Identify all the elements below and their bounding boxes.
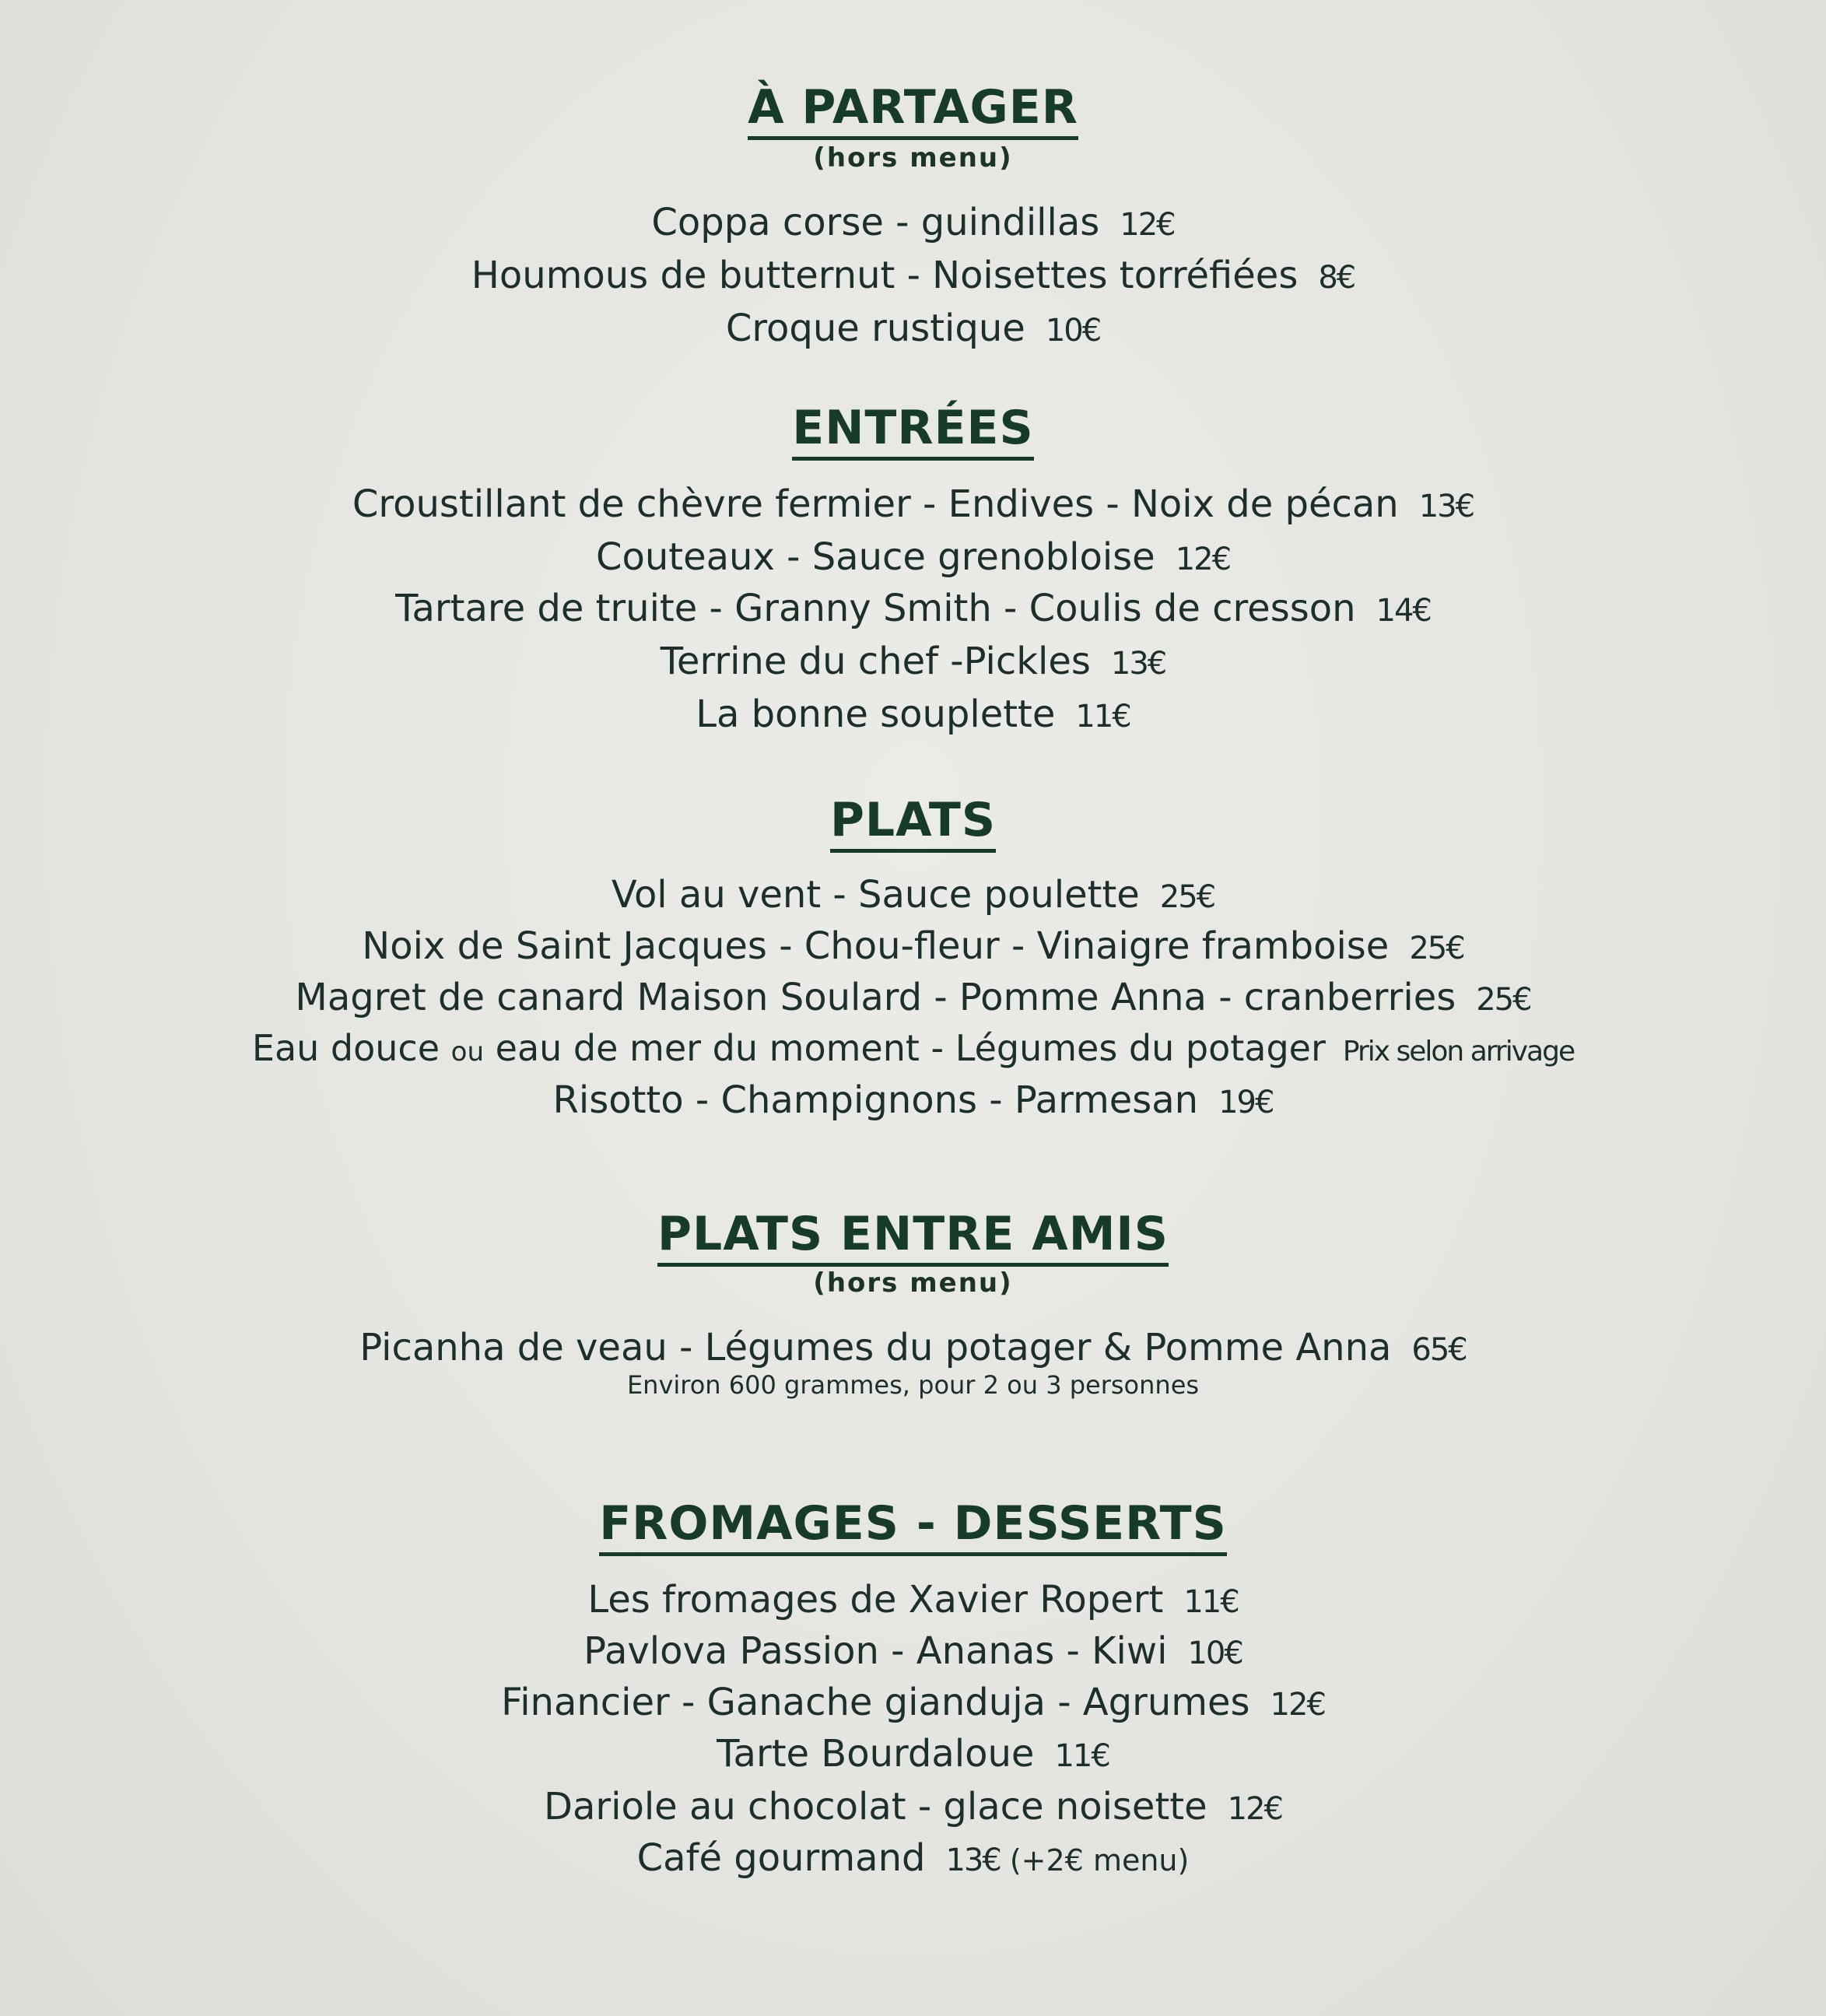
item-price: 12€ xyxy=(1175,542,1231,577)
item-name: Picanha de veau - Légumes du potager & Pomme Anna xyxy=(359,1326,1392,1369)
item-price: 65€ xyxy=(1411,1332,1467,1368)
item-price: 12€ xyxy=(1120,207,1175,243)
item-name: Croustillant de chèvre fermier - Endives - Noix de pécan xyxy=(352,482,1399,526)
item-name: Les fromages de Xavier Ropert xyxy=(587,1578,1164,1622)
item-name-part1: Eau douce xyxy=(251,1027,440,1069)
menu-item xyxy=(0,201,1826,244)
section-subtitle-partager: (hors menu) xyxy=(813,142,1013,174)
item-name: Risotto - Champignons - Parmesan xyxy=(552,1078,1199,1122)
item-price: 11€ xyxy=(1075,699,1130,735)
item-note: Environ 600 grammes, pour 2 ou 3 personnes xyxy=(626,1370,1200,1400)
item-name: Terrine du chef -Pickles xyxy=(660,640,1091,683)
item-price: 12€ xyxy=(1227,1791,1282,1827)
item-price: 8€ xyxy=(1318,260,1355,296)
item-price: 14€ xyxy=(1376,593,1431,629)
menu-item xyxy=(0,1785,1826,1828)
item-price: 13€ xyxy=(945,1842,1001,1878)
menu-item xyxy=(0,640,1826,683)
item-price: 25€ xyxy=(1476,982,1531,1018)
menu-item xyxy=(0,482,1826,526)
item-price: 10€ xyxy=(1045,313,1101,349)
section-title-entrees: ENTRÉES xyxy=(0,405,1826,451)
item-price: 25€ xyxy=(1159,879,1215,915)
item-name: Magret de canard Maison Soulard - Pomme Anna - cranberries xyxy=(295,976,1456,1019)
menu-item xyxy=(0,1836,1826,1880)
section-subtitle-entre-amis: (hors menu) xyxy=(813,1267,1013,1299)
menu-item xyxy=(0,587,1826,630)
menu-item xyxy=(0,307,1826,350)
section-title-desserts: FROMAGES - DESSERTS xyxy=(0,1500,1826,1547)
section-title-plats: PLATS xyxy=(0,797,1826,843)
item-price: 25€ xyxy=(1409,931,1464,966)
section-title-partager: À PARTAGER xyxy=(0,84,1826,131)
section-title-entre-amis: PLATS ENTRE AMIS xyxy=(0,1211,1826,1257)
item-name-or: ou xyxy=(450,1036,485,1068)
item-price-note: Prix selon arrivage xyxy=(1342,1036,1575,1068)
item-name: Houmous de butternut - Noisettes torréfiées xyxy=(471,254,1299,297)
item-price: 10€ xyxy=(1187,1636,1242,1671)
item-name: Pavlova Passion - Ananas - Kiwi xyxy=(584,1629,1168,1673)
menu-item xyxy=(0,1326,1826,1369)
item-name: Noix de Saint Jacques - Chou-fleur - Vinaigre framboise xyxy=(362,924,1390,968)
menu-item xyxy=(0,254,1826,297)
item-name: Tarte Bourdaloue xyxy=(717,1732,1035,1776)
item-name: Croque rustique xyxy=(725,307,1025,350)
menu-item xyxy=(0,1732,1826,1776)
menu-item xyxy=(0,924,1826,968)
item-price: 13€ xyxy=(1418,489,1474,524)
menu-item xyxy=(0,1078,1826,1122)
menu-item xyxy=(0,1629,1826,1673)
item-name: Coppa corse - guindillas xyxy=(651,201,1100,244)
menu-item xyxy=(0,976,1826,1019)
item-name: Couteaux - Sauce grenobloise xyxy=(595,535,1155,579)
item-name: La bonne souplette xyxy=(696,692,1056,736)
menu-item xyxy=(0,1578,1826,1622)
menu-item xyxy=(0,1681,1826,1724)
menu-item xyxy=(0,1027,1826,1069)
menu-item xyxy=(0,873,1826,917)
item-name-part2: eau de mer du moment - Légumes du potager xyxy=(495,1027,1326,1069)
item-extra: (+2€ menu) xyxy=(1009,1843,1190,1878)
item-price: 19€ xyxy=(1218,1085,1274,1120)
item-price: 11€ xyxy=(1054,1738,1109,1774)
item-name: Vol au vent - Sauce poulette xyxy=(611,873,1140,917)
item-name: Dariole au chocolat - glace noisette xyxy=(544,1785,1207,1828)
item-price: 12€ xyxy=(1270,1687,1325,1723)
item-name: Tartare de truite - Granny Smith - Coulis de cresson xyxy=(395,587,1356,630)
item-price: 13€ xyxy=(1110,646,1166,682)
item-name: Café gourmand xyxy=(636,1836,926,1880)
item-name: Financier - Ganache gianduja - Agrumes xyxy=(501,1681,1250,1724)
item-price: 11€ xyxy=(1183,1584,1239,1620)
menu-item xyxy=(0,692,1826,736)
menu-item xyxy=(0,535,1826,579)
